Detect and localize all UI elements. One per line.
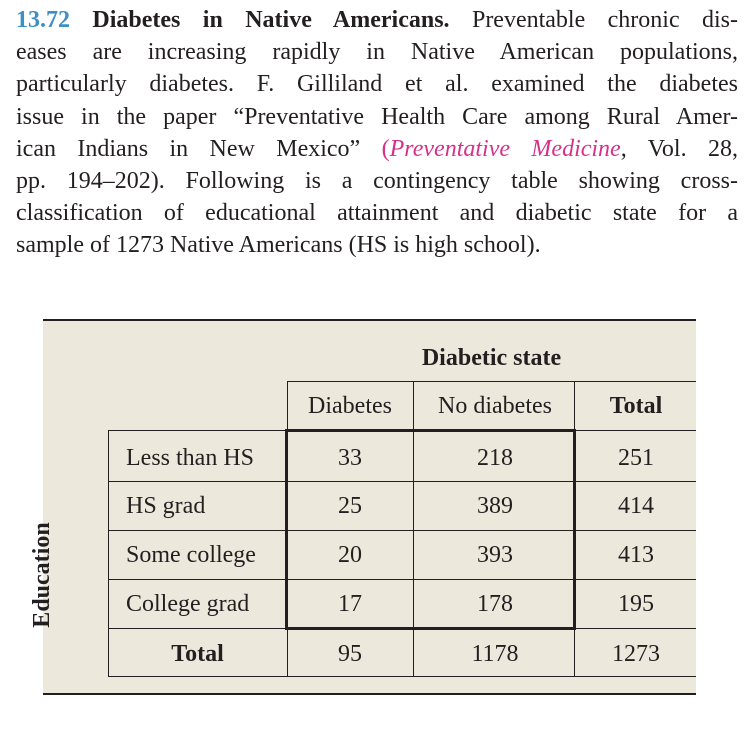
col-header-diabetes: Diabetes: [308, 393, 392, 419]
row-label-less-than-hs: Less than HS: [126, 445, 254, 471]
row-rule: [108, 676, 696, 677]
col-header-total: Total: [609, 393, 663, 419]
row-label-college-grad: College grad: [126, 591, 250, 617]
problem-line-1: [16, 4, 738, 36]
row-label-total: Total: [171, 641, 224, 667]
cell-total: 251: [618, 445, 654, 471]
grand-total: 1273: [612, 641, 660, 667]
problem-line-1-rest: Preventable chronic dis-: [471, 7, 739, 33]
cell-no-diabetes: 389: [477, 493, 513, 519]
problem-line-7: classification of educational attainment and diabetic state for a: [16, 200, 738, 227]
cell-diabetes: 25: [338, 493, 362, 519]
cell-no-diabetes: 218: [477, 445, 513, 471]
row-group-header: Education: [29, 522, 55, 628]
cell-diabetes: 17: [338, 591, 362, 617]
header-divider: [574, 381, 575, 430]
col-header-no-diabetes: No diabetes: [438, 393, 552, 419]
row-label-some-college: Some college: [126, 542, 256, 568]
total-diabetes: 95: [338, 641, 362, 667]
cell-total: 414: [618, 493, 654, 519]
problem-line-5-end: , Vol. 28,: [620, 135, 739, 162]
problem-line-2: eases are increasing rapidly in Native American populations,: [16, 39, 738, 66]
problem-title: Diabetes in Native Americans.: [92, 7, 450, 33]
journal-name: Preventative Medicine: [389, 135, 621, 162]
cell-total: 195: [618, 591, 654, 617]
problem-line-8: sample of 1273 Native Americans (HS is high school).: [16, 232, 541, 259]
header-divider: [287, 381, 288, 430]
problem-text: [16, 4, 738, 262]
row-label-hs-grad: HS grad: [126, 493, 206, 519]
journal-citation[interactable]: [382, 136, 621, 162]
cell-total: 413: [618, 542, 654, 568]
header-top-rule: [287, 381, 696, 382]
problem-line-6: pp. 194–202). Following is a contingency table showing cross-: [16, 167, 738, 194]
problem-line-5: [16, 133, 738, 165]
cell-no-diabetes: 393: [477, 542, 513, 568]
column-group-header: Diabetic state: [421, 345, 562, 371]
problem-number: 13.72: [16, 7, 70, 33]
journal-paren: (: [381, 135, 390, 162]
cell-diabetes: 33: [338, 445, 362, 471]
cell-diabetes: 20: [338, 542, 362, 568]
total-no-diabetes: 1178: [471, 641, 519, 667]
problem-line-3: particularly diabetes. F. Gilliland et al. examined the diabetes: [16, 71, 738, 98]
problem-line-4: issue in the paper “Preventative Health Care among Rural Amer-: [16, 103, 738, 130]
header-divider: [413, 381, 414, 430]
cell-no-diabetes: 178: [477, 591, 513, 617]
problem-line-5-start: ican Indians in New Mexico”: [16, 135, 361, 162]
